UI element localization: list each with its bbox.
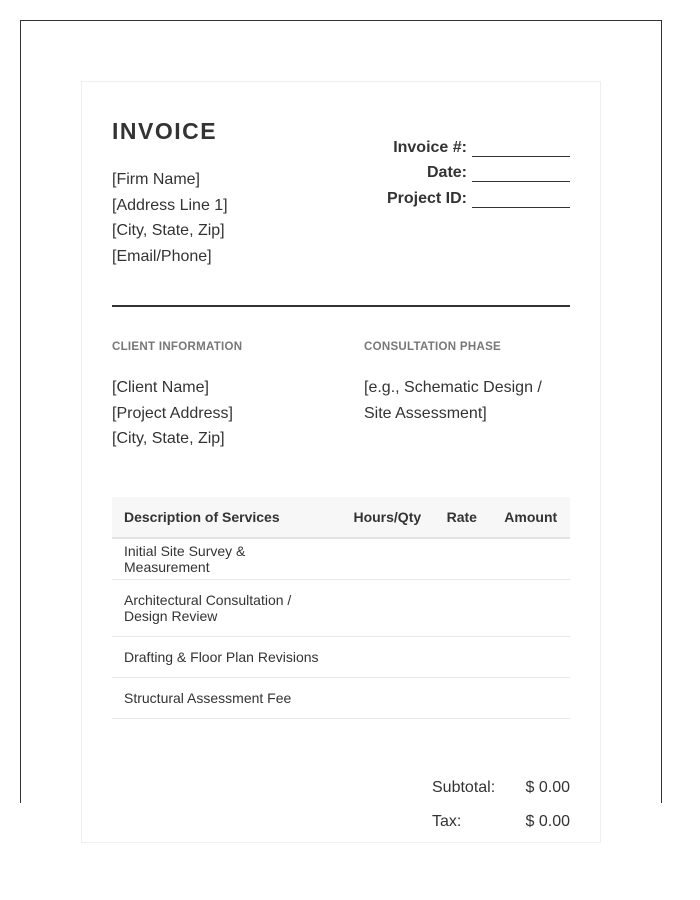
service-amount-cell[interactable] <box>491 580 570 637</box>
service-rate-cell[interactable] <box>432 637 491 678</box>
services-table <box>112 497 570 719</box>
service-amount-cell[interactable] <box>491 637 570 678</box>
invoice-sheet <box>81 81 601 843</box>
service-description: Initial Site Survey & Measurement <box>112 538 343 580</box>
firm-email-phone: [Email/Phone] <box>112 247 212 265</box>
date-label: Date: <box>426 164 467 181</box>
page-frame <box>20 20 662 830</box>
service-description: Structural Assessment Fee <box>112 678 343 719</box>
service-description <box>112 580 343 637</box>
firm-name: [Firm Name] <box>112 171 200 188</box>
service-hours-cell[interactable] <box>343 637 433 678</box>
invoice-meta <box>310 131 570 208</box>
table-row <box>112 538 570 580</box>
service-hours-cell[interactable] <box>343 678 433 719</box>
service-amount-cell[interactable] <box>491 678 570 719</box>
service-description: Drafting & Floor Plan Revisions <box>112 637 343 678</box>
service-hours-cell[interactable] <box>343 538 433 580</box>
invoice-title: INVOICE <box>112 118 218 144</box>
date-field[interactable] <box>472 163 570 182</box>
subtotal-label: Subtotal: <box>432 779 496 796</box>
firm-details <box>112 167 228 269</box>
subtotal-row <box>370 779 570 797</box>
service-description-line-1: Architectural Consultation / <box>124 592 292 608</box>
client-information-label: CLIENT INFORMATION <box>112 341 243 353</box>
project-id-label: Project ID: <box>386 189 467 207</box>
client-project-address: [Project Address] <box>112 404 233 422</box>
client-city-state-zip: [City, State, Zip] <box>112 430 225 447</box>
client-name: [Client Name] <box>112 379 209 396</box>
project-id-field[interactable] <box>472 189 570 208</box>
header-description: Description of Services <box>112 497 343 538</box>
consultation-phase-label: CONSULTATION PHASE <box>364 341 502 353</box>
service-description-line-2: Design Review <box>124 608 218 624</box>
firm-address-line-1: [Address Line 1] <box>112 196 228 214</box>
table-header-row <box>112 497 570 538</box>
header-hours-qty: Hours/Qty <box>343 497 433 538</box>
invoice-number-row <box>310 131 570 157</box>
subtotal-value: $ 0.00 <box>525 779 570 796</box>
consultation-phase-details <box>364 375 542 426</box>
header-amount: Amount <box>491 497 570 538</box>
service-amount-cell[interactable] <box>491 538 570 580</box>
service-rate-cell[interactable] <box>432 538 491 580</box>
tax-value: $ 0.00 <box>525 813 570 830</box>
date-row <box>310 157 570 183</box>
tax-row <box>370 813 570 831</box>
firm-city-state-zip: [City, State, Zip] <box>112 222 225 239</box>
tax-label: Tax: <box>432 813 462 830</box>
consultation-phase-line-1: [e.g., Schematic Design / <box>364 379 542 396</box>
service-hours-cell[interactable] <box>343 580 433 637</box>
service-rate-cell[interactable] <box>432 580 491 637</box>
invoice-number-label: Invoice #: <box>393 138 467 156</box>
header-divider <box>112 305 570 307</box>
table-row <box>112 580 570 637</box>
invoice-number-field[interactable] <box>472 138 570 157</box>
table-row <box>112 678 570 719</box>
client-details <box>112 375 233 452</box>
consultation-phase-line-2: Site Assessment] <box>364 404 487 422</box>
project-id-row <box>310 182 570 208</box>
service-rate-cell[interactable] <box>432 678 491 719</box>
header-rate: Rate <box>432 497 491 538</box>
table-row <box>112 637 570 678</box>
